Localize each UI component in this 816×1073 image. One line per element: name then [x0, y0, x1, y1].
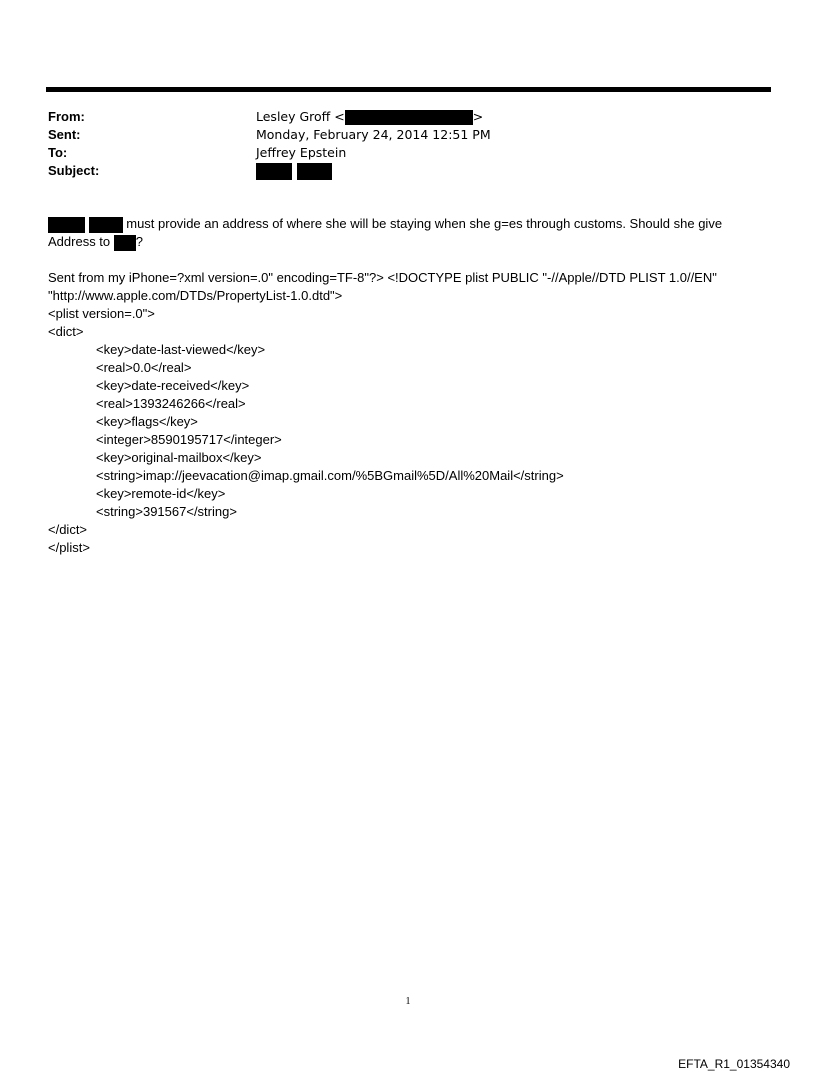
- header-rule: [46, 87, 771, 92]
- body-line-2-start: Address to: [48, 234, 114, 249]
- xml-line: <key>date-received</key>: [96, 378, 250, 393]
- redaction-block: [114, 235, 136, 251]
- xml-line: <real>0.0</real>: [96, 360, 192, 375]
- body-line-1-text: must provide an address of where she will be staying when she g=es through customs. Should she give: [122, 216, 723, 231]
- email-header: [48, 108, 748, 180]
- redaction-block: [256, 163, 292, 180]
- page-number: 1: [405, 996, 411, 1007]
- sent-row: [48, 126, 748, 144]
- xml-line: <key>remote-id</key>: [96, 486, 226, 501]
- subject-value: [256, 162, 332, 180]
- to-value: Jeffrey Epstein: [256, 145, 347, 160]
- from-row: [48, 108, 748, 126]
- xml-line: <string>391567</string>: [96, 504, 237, 519]
- from-value: [256, 108, 483, 126]
- blank-line: [48, 251, 768, 269]
- xml-line: <key>original-mailbox</key>: [96, 450, 262, 465]
- sent-value: Monday, February 24, 2014 12:51 PM: [256, 127, 491, 142]
- xml-line: <key>date-last-viewed</key>: [96, 342, 266, 357]
- sent-label: Sent:: [48, 127, 81, 142]
- dict-open: <dict>: [48, 324, 84, 339]
- to-row: [48, 144, 748, 162]
- signature-line: Sent from my iPhone=?xml version=.0" encoding=TF-8"?> <!DOCTYPE plist PUBLIC "-//Apple//DTD PLIST 1.0//EN": [48, 270, 717, 285]
- redaction-block: [89, 217, 123, 233]
- xml-line: <integer>8590195717</integer>: [96, 432, 282, 447]
- xml-line: <string>imap://jeevacation@imap.gmail.com/%5BGmail%5D/All%20Mail</string>: [96, 468, 564, 483]
- from-close: >: [472, 109, 484, 124]
- subject-row: [48, 162, 748, 180]
- email-body: [48, 215, 768, 557]
- body-line-2-end: ?: [135, 234, 143, 249]
- dict-close: </dict>: [48, 522, 88, 537]
- plist-close: </plist>: [48, 540, 90, 555]
- body-line-2: [48, 233, 768, 251]
- plist-open: <plist version=.0">: [48, 306, 155, 321]
- body-line-1: [48, 215, 768, 233]
- redaction-block: [48, 217, 85, 233]
- to-label: To:: [48, 145, 68, 160]
- redaction-block: [345, 110, 473, 125]
- from-name: Lesley Groff <: [256, 109, 345, 124]
- bates-number: EFTA_R1_01354340: [678, 1057, 790, 1071]
- from-label: From:: [48, 109, 85, 124]
- subject-label: Subject:: [48, 163, 100, 178]
- redaction-block: [297, 163, 332, 180]
- xml-line: <real>1393246266</real>: [96, 396, 246, 411]
- xml-line: <key>flags</key>: [96, 414, 198, 429]
- dtd-line: "http://www.apple.com/DTDs/PropertyList-1.0.dtd">: [48, 288, 343, 303]
